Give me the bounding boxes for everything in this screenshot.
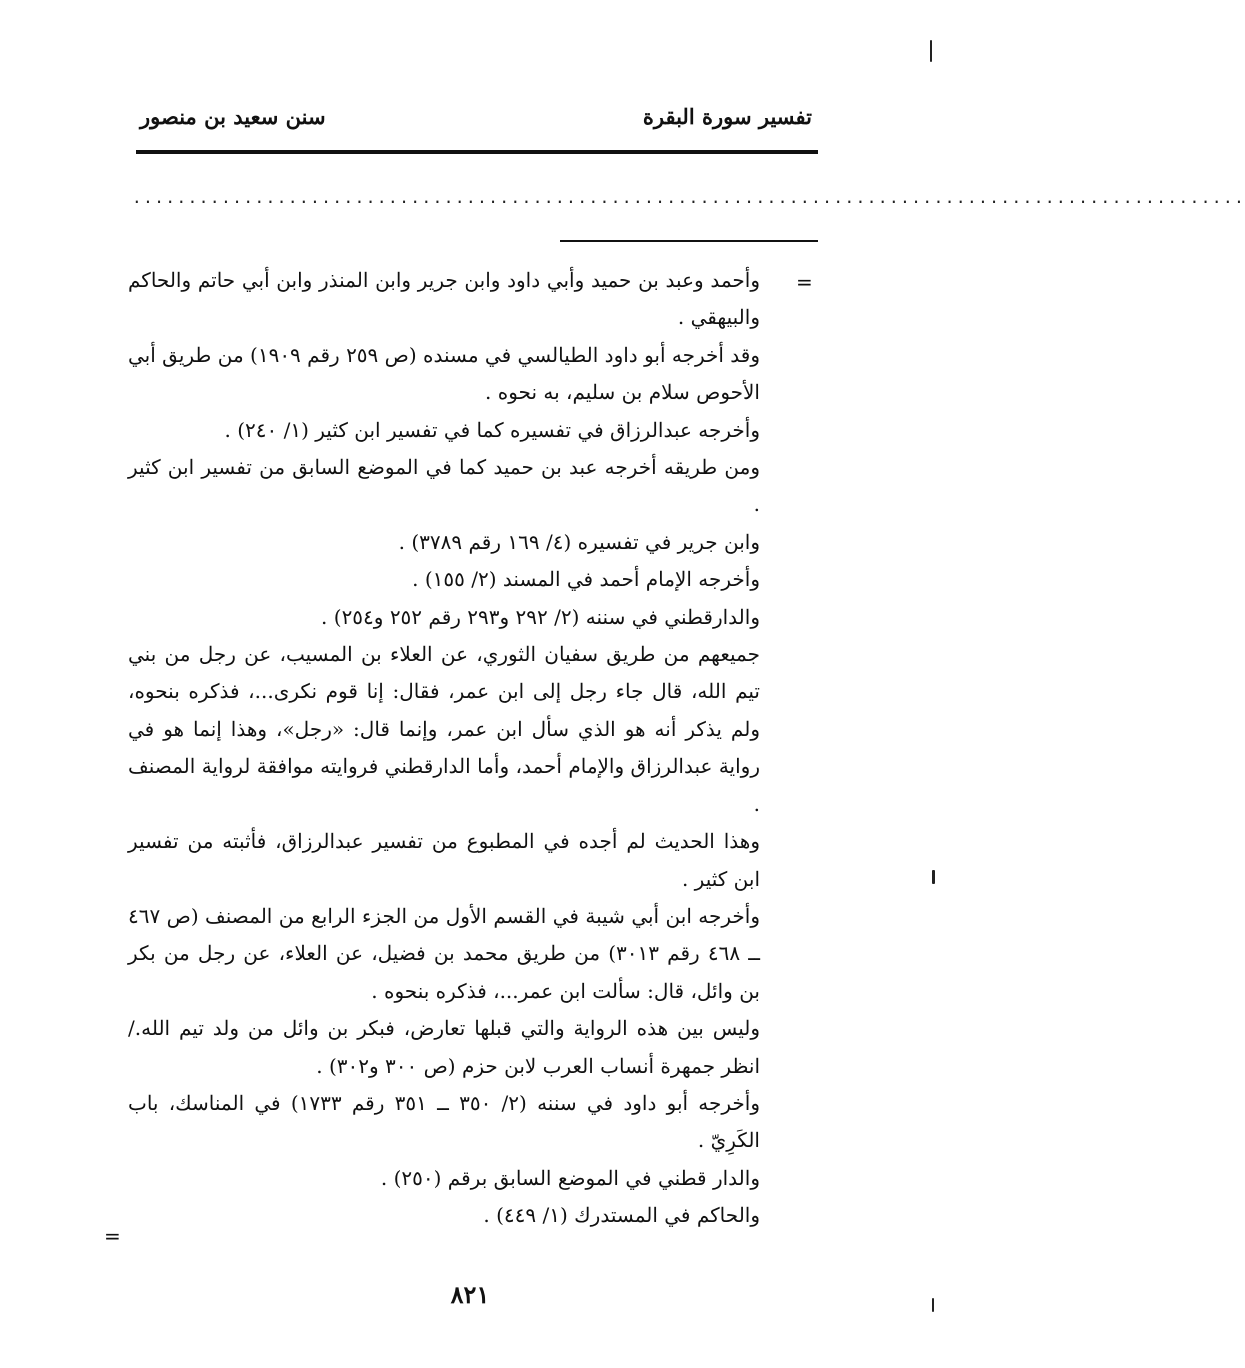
header-rule: [136, 150, 818, 154]
scan-edge-mark: [930, 40, 932, 62]
paragraph: جميعهم من طريق سفيان الثوري، عن العلاء بن المسيب، عن رجل من بني تيم الله، قال جاء رجل إلى ابن عمر، فقال: إنا قوم نكرى...، فذكره بنحوه، ولم يذكر أنه هو الذي سأل ابن عمر، وإنما قال: «رجل»، وهذا إنما هو في رواية عبدالرزاق والإمام أحمد، وأما الدارقطني فروايته موافقة لرواية المصنف .: [128, 642, 760, 816]
continuation-marker-top: =: [796, 270, 813, 294]
paragraph: والحاكم في المستدرك (١/ ٤٤٩) .: [483, 1203, 760, 1228]
paragraph: وأخرجه الإمام أحمد في المسند (٢/ ١٥٥) .: [412, 567, 760, 592]
running-head-surah: تفسير سورة البقرة: [642, 104, 812, 129]
page-number: ٨٢١: [450, 1280, 490, 1309]
paragraph: وأخرجه ابن أبي شيبة في القسم الأول من الجزء الرابع من المصنف (ص ٤٦٧ ــ ٤٦٨ رقم ٣٠١٣) من طريق محمد بن فضيل، عن العلاء، عن رجل من بكر بن وائل، قال: سألت ابن عمر...، فذكره بنحوه .: [128, 903, 761, 1003]
running-head-book: سنن سعيد بن منصور: [140, 104, 326, 129]
paragraph: ومن طريقه أخرجه عبد بن حميد كما في الموضع السابق من تفسير ابن كثير .: [128, 455, 760, 517]
paragraph: وأخرجه أبو داود في سننه (٢/ ٣٥٠ ــ ٣٥١ رقم ١٧٣٣) في المناسك، باب الكَرِيّ .: [128, 1090, 760, 1153]
scan-edge-mark: [932, 1298, 934, 1312]
paragraph: وهذا الحديث لم أجده في المطبوع من تفسير عبدالرزاق، فأثبته من تفسير ابن كثير .: [128, 829, 760, 891]
paragraph: وقد أخرجه أبو داود الطيالسي في مسنده (ص ٢٥٩ رقم ١٩٠٩) من طريق أبي الأحوص سلام بن سليم، به نحوه .: [128, 342, 761, 405]
footnote-rule: [560, 240, 818, 242]
paragraph: وابن جرير في تفسيره (٤/ ١٦٩ رقم ٣٧٨٩) .: [398, 529, 760, 554]
continuation-marker-bottom: =: [104, 1224, 121, 1248]
paragraph: والدارقطني في سننه (٢/ ٢٩٢ و٢٩٣ رقم ٢٥٢ و٢٥٤) .: [321, 604, 760, 629]
paragraph: وليس بين هذه الرواية والتي قبلها تعارض، فبكر بن وائل من ولد تيم الله./ انظر جمهرة أنساب العرب لابن حزم (ص ٣٠٠ و٣٠٢) .: [128, 1016, 760, 1078]
paragraph: وأخرجه عبدالرزاق في تفسيره كما في تفسير ابن كثير (١/ ٢٤٠) .: [224, 417, 760, 442]
dotted-separator: ....................................................................................................: [132, 188, 1245, 207]
paragraph: والدار قطني في الموضع السابق برقم (٢٥٠) .: [380, 1165, 760, 1190]
footnote-body: [128, 262, 760, 1235]
scan-edge-mark: [932, 870, 935, 884]
paragraph: وأحمد وعبد بن حميد وأبي داود وابن جرير وابن المنذر وابن أبي حاتم والحاكم والبيهقي .: [128, 268, 760, 330]
